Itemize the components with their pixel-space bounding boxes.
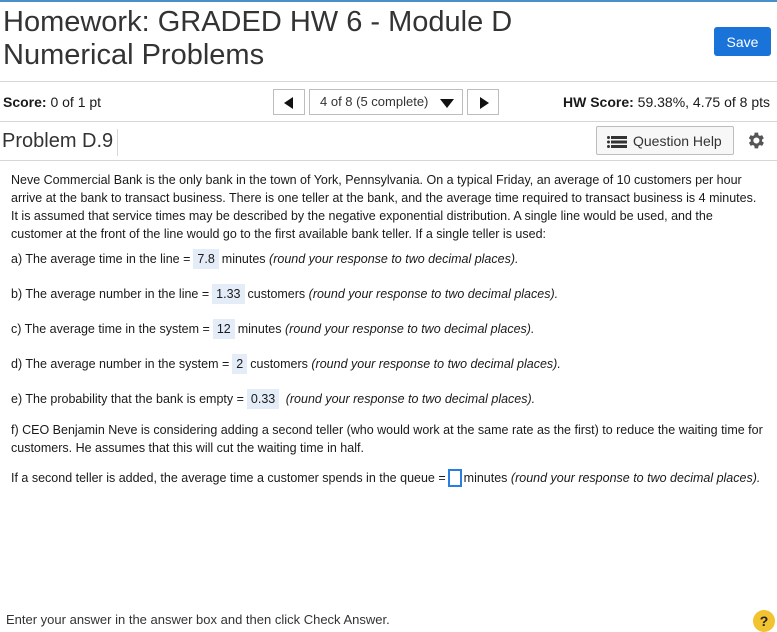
question-part-f: f) CEO Benjamin Neve is considering adding a second teller (who would work at the same rate as the first) to reduce the waiting time for customers. He assumes that this will cut the waiting time in half. [11,423,763,455]
top-accent-rule [0,0,777,2]
score-label: Score: [3,94,47,110]
part-d-answer[interactable]: 2 [232,354,247,374]
gear-icon[interactable] [745,130,766,151]
queue-time-answer-input[interactable] [448,469,462,487]
part-g-unit: minutes [463,471,508,485]
part-d-unit: customers [250,357,308,371]
part-e-hint: (round your response to two decimal places). [285,392,536,406]
page-title: Homework: GRADED HW 6 - Module D Numerical Problems [3,6,513,71]
part-b-unit: customers [247,287,306,301]
statement-text: Neve Commercial Bank is the only bank in the town of York, Pennsylvania. On a typical Friday, an average of 10 customers per hour arrive at the bank to transact business. There is one teller at the bank, and the average time required to transact business is 4 minutes. It is assumed that service times may be described by the negative exponential distribution. A single line would be used, and the customer at the front of the line would go to the first available bank teller. If a single teller is used: [11,173,757,241]
part-g-prefix: If a second teller is added, the average time a customer spends in the queue = [11,471,446,485]
part-g-hint: (round your response to two decimal places). [510,471,761,485]
problem-title: Problem D.9 [2,129,118,156]
hw-score-label: HW Score: [562,94,634,110]
part-b-prefix: b) The average number in the line = [11,287,210,301]
part-c-answer[interactable]: 12 [213,319,235,339]
score-value: 0 of 1 pt [50,94,102,110]
question-part-g [11,469,763,487]
part-a-unit: minutes [221,252,266,266]
part-c-prefix: c) The average time in the system = [11,322,210,336]
part-c-unit: minutes [237,322,282,336]
part-b-hint: (round your response to two decimal places). [308,287,559,301]
next-question-button[interactable] [467,89,499,115]
problem-statement [11,171,763,243]
part-a-answer[interactable]: 7.8 [193,249,218,269]
status-divider [0,121,777,122]
help-circle-icon[interactable]: ? [753,610,775,632]
question-help-label: Question Help [633,133,722,149]
question-part-b [11,284,558,304]
hw-score-value: 59.38%, 4.75 of 8 pts [637,94,770,110]
question-part-c [11,319,534,339]
caret-down-icon [440,99,454,108]
part-a-hint: (round your response to two decimal places). [269,252,519,266]
footer-instruction: Enter your answer in the answer box and then click Check Answer. [6,612,390,627]
question-part-d [11,354,561,374]
part-a-prefix: a) The average time in the line = [11,252,191,266]
arrow-left-icon [284,97,293,109]
question-help-button[interactable] [596,126,734,155]
question-part-e [11,389,535,409]
save-button[interactable]: Save [714,27,771,56]
part-d-prefix: d) The average number in the system = [11,357,230,371]
arrow-right-icon [480,97,489,109]
question-select[interactable] [309,89,463,115]
previous-question-button[interactable] [273,89,305,115]
part-e-prefix: e) The probability that the bank is empty = [11,392,244,406]
header-divider [0,81,777,82]
part-b-answer[interactable]: 1.33 [212,284,244,304]
score-display [3,94,101,110]
problem-divider [0,160,777,161]
question-select-value: 4 of 8 (5 complete) [320,94,429,109]
part-e-answer[interactable]: 0.33 [247,389,279,409]
list-icon [607,136,627,148]
part-c-hint: (round your response to two decimal places). [285,322,535,336]
part-d-hint: (round your response to two decimal places). [311,357,561,371]
question-part-a [11,249,518,269]
hw-score-display [563,94,770,110]
